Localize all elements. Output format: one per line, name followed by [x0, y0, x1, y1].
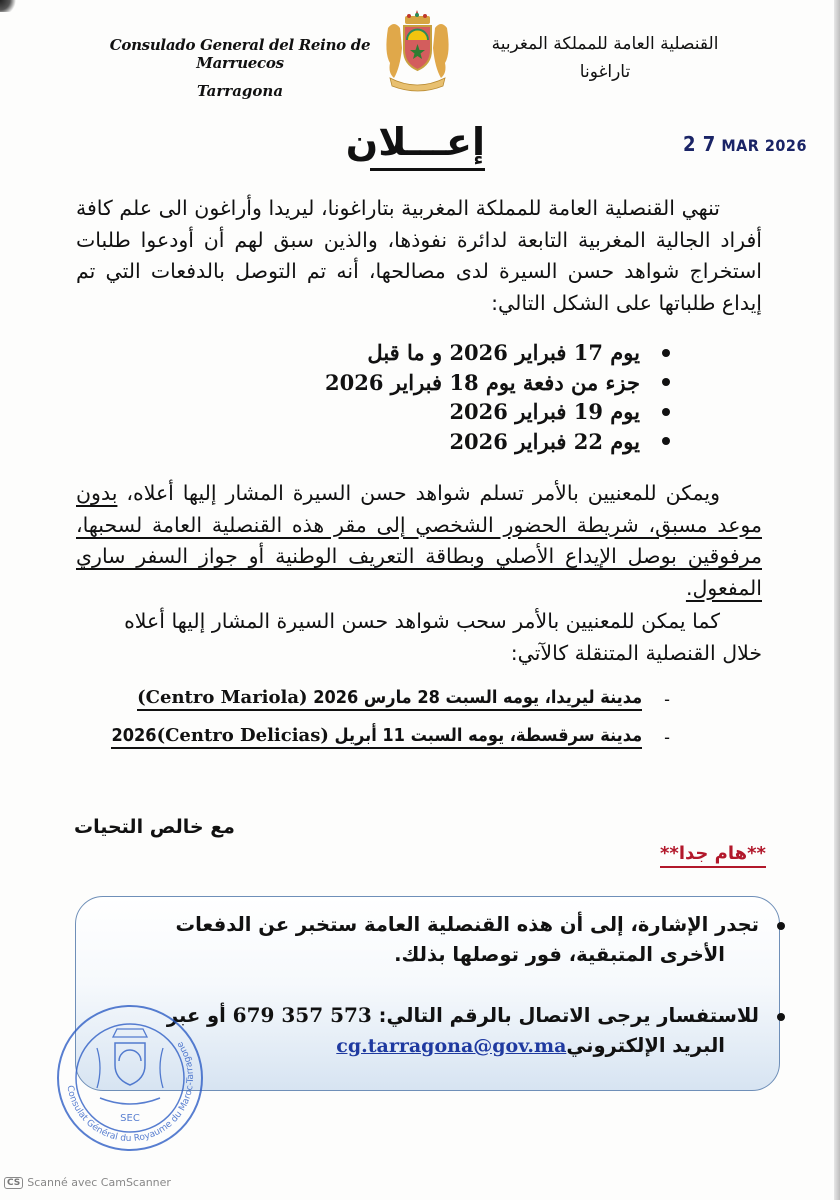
mobile-consulate-entry [137, 687, 642, 711]
venue-name: (Centro Delicias) [156, 725, 329, 746]
mobile-consulate-text: كما يمكن للمعنيين بالأمر سحب شواهد حسن السيرة المشار إليها أعلاه خلال القنصلية المتنقلة كالآتي: [124, 609, 762, 665]
moroccan-coat-of-arms-icon [380, 6, 455, 101]
bullet-icon [662, 349, 670, 357]
list-item [325, 427, 670, 457]
scan-edge [834, 0, 840, 1200]
bullet-icon [777, 1013, 785, 1021]
list-item [111, 718, 670, 756]
important-label: **هام جدا** [660, 843, 766, 868]
bullet-icon [662, 378, 670, 386]
list-item [325, 368, 670, 398]
consulate-name-spanish: Consulado General del Reino de Marruecos [109, 36, 371, 72]
dash-bullet: - [664, 726, 670, 748]
scanner-text: Scanné avec CamScanner [27, 1176, 171, 1189]
phone-number[interactable]: 679 357 573 [232, 1003, 372, 1027]
list-item [325, 338, 670, 368]
note2-suffix: أو عبر [166, 1004, 226, 1027]
scan-shadow [0, 0, 16, 12]
list-item [325, 397, 670, 427]
svg-text:Consulat Général du Royaume du: Consulat Général du Royaume du Maroc-Tarragone [64, 1039, 197, 1145]
bullet-icon [662, 437, 670, 445]
camscanner-logo-icon: CS [4, 1177, 23, 1189]
deposit-date: يوم 17 فبراير 2026 و ما قبل [367, 340, 640, 365]
note1-line2: الأخرى المتبقية، فور توصلها بذلك. [394, 943, 725, 966]
date-stamp-month-year: MAR 2026 [721, 136, 807, 155]
city-spanish: Tarragona [196, 82, 284, 100]
header-spanish [95, 36, 385, 100]
page-title: إعـــلان [370, 118, 485, 171]
mobile-consulate-list [111, 680, 670, 756]
email-label: البريد الإلكتروني [566, 1034, 725, 1057]
intro-text: تنهي القنصلية العامة للمملكة المغربية بتاراغونا، ليريدا وأراغون الى علم كافة أفراد الجالية المغربية التابعة لدائرة نفوذها، والذين سبق لهم أن أودعوا طلبات استخراج شواهد حسن السيرة لدى مصالحها، أنه تم التوصل بالدفعات التي تم إيداع طلباتها على الشكل التالي: [76, 196, 762, 315]
consulate-seal-icon [55, 1003, 205, 1153]
header-arabic [490, 34, 720, 82]
deposit-date: يوم 22 فبراير 2026 [449, 428, 640, 454]
email-link[interactable]: cg.tarragona@gov.ma [336, 1035, 567, 1057]
note2-prefix: للاستفسار يرجى الاتصال بالرقم التالي: [378, 1004, 759, 1027]
list-item [111, 680, 670, 718]
mobile-consulate-paragraph [110, 606, 762, 669]
camscanner-watermark [4, 1176, 171, 1189]
bullet-icon [662, 408, 670, 416]
closing-salutation: مع خالص التحيات [74, 816, 235, 838]
dash-bullet: - [664, 688, 670, 710]
deposit-dates-list [325, 338, 670, 456]
mobile-consulate-date: مدينة سرقسطة، يومه السبت 11 أبريل 2026 [111, 725, 643, 746]
deposit-date: جزء من دفعة يوم 18 فبراير 2026 [325, 369, 640, 395]
intro-paragraph [76, 193, 762, 319]
mobile-consulate-entry [111, 725, 642, 749]
note-remaining-batches [105, 910, 785, 970]
deposit-date: يوم 19 فبراير 2026 [449, 399, 640, 424]
note1-line1: تجدر الإشارة، إلى أن هذه القنصلية العامة ستخبر عن الدفعات [175, 913, 759, 936]
venue-name: (Centro Mariola) [137, 687, 308, 708]
consulate-name-arabic: القنصلية العامة للمملكة المغربية [491, 34, 719, 54]
date-stamp-day: 2 7 [683, 132, 716, 156]
mobile-consulate-date: مدينة ليريدا، يومه السبت 28 مارس 2026 [313, 687, 643, 708]
pickup-conditions: بدون موعد مسبق، شريطة الحضور الشخصي إلى مقر هذه القنصلية العامة لسحبها، مرفوقين بوصل الإيداع الأصلي وبطاقة التعريف الوطنية أو جواز السفر ساري المفعول. [76, 481, 762, 600]
city-arabic: تاراغونا [579, 62, 631, 82]
svg-text:SEC: SEC [120, 1113, 140, 1124]
date-stamp [683, 132, 807, 156]
pickup-paragraph [76, 478, 762, 604]
bullet-icon [777, 922, 785, 930]
pickup-text: ويمكن للمعنيين بالأمر تسلم شواهد حسن السيرة المشار إليها أعلاه، [126, 481, 720, 505]
